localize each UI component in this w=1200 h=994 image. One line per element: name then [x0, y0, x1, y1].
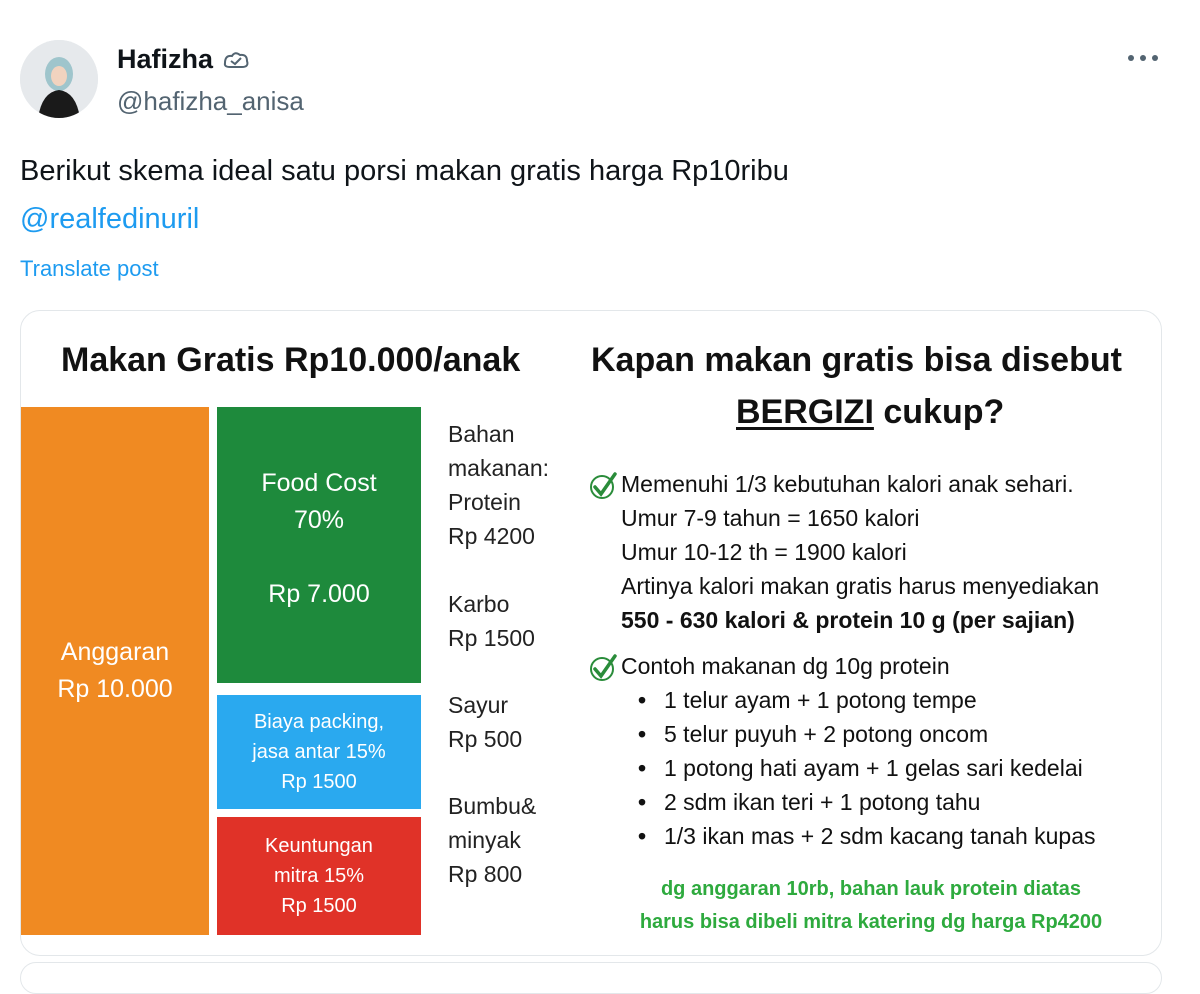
- criteria-line-bold: 550 - 630 kalori & protein 10 g (per sajian): [621, 607, 1075, 633]
- bergizi-word: BERGIZI: [736, 393, 874, 431]
- keuntungan-amount: Rp 1500: [281, 895, 357, 917]
- ingredient-line: Rp 800: [448, 861, 523, 887]
- post-image[interactable]: [20, 310, 1162, 956]
- author-name-row[interactable]: [117, 44, 251, 75]
- keuntungan-label: Keuntungan: [265, 835, 373, 857]
- ingredient-line: Karbo: [448, 591, 510, 617]
- list-item: • 1/3 ikan mas + 2 sdm kacang tanah kupas: [638, 819, 1096, 853]
- food-cost-block: [217, 407, 421, 683]
- ingredient-line: Bahan: [448, 421, 515, 447]
- post-text: Berikut skema ideal satu porsi makan gratis harga Rp10ribu: [20, 155, 789, 187]
- anggaran-amount: Rp 10.000: [57, 675, 173, 703]
- infographic-right-title: Kapan makan gratis bisa disebut: [591, 341, 1122, 379]
- food-cost-label: Food Cost: [261, 469, 377, 497]
- translate-post-link[interactable]: Translate post: [20, 256, 159, 281]
- avatar[interactable]: [20, 40, 98, 118]
- note-line: harus bisa dibeli mitra katering dg harga Rp4200: [639, 911, 1103, 933]
- author-name[interactable]: Hafizha: [117, 44, 214, 74]
- packing-label: Biaya packing,: [253, 711, 385, 733]
- ingredient-line: Bumbu&: [448, 793, 537, 819]
- list-item: • 2 sdm ikan teri + 1 potong tahu: [638, 785, 1096, 819]
- infographic-left-title: Makan Gratis Rp10.000/anak: [61, 341, 521, 379]
- ingredient-line: Rp 1500: [448, 625, 535, 651]
- criteria-line: Memenuhi 1/3 kebutuhan kalori anak sehari.: [621, 471, 1074, 497]
- ingredient-karbo: [448, 587, 535, 655]
- budget-note: [581, 873, 1161, 939]
- packing-percent: jasa antar 15%: [252, 741, 386, 763]
- criteria-line: Umur 10-12 th = 1900 kalori: [621, 539, 907, 565]
- ingredient-bumbu: [448, 789, 536, 891]
- food-cost-amount: Rp 7.000: [268, 580, 370, 608]
- ingredient-line: Rp 4200: [448, 523, 535, 549]
- checkmark-icon: [588, 653, 618, 683]
- keuntungan-percent: mitra 15%: [273, 865, 365, 887]
- ingredient-line: Sayur: [448, 692, 509, 718]
- anggaran-label: Anggaran: [60, 638, 170, 666]
- infographic-right-subtitle: [736, 393, 1004, 432]
- packing-block: [217, 695, 421, 809]
- list-item: • 1 potong hati ayam + 1 gelas sari kedelai: [638, 751, 1096, 785]
- examples-heading: Contoh makanan dg 10g protein: [621, 653, 950, 679]
- list-item: • 5 telur puyuh + 2 potong oncom: [638, 717, 1096, 751]
- keuntungan-block: [217, 817, 421, 935]
- ingredient-line: makanan:: [448, 455, 550, 481]
- mention-link[interactable]: @realfedinuril: [20, 203, 200, 235]
- affiliate-badge-icon: [221, 49, 251, 71]
- note-line: dg anggaran 10rb, bahan lauk protein diatas: [660, 878, 1082, 900]
- next-image-edge[interactable]: [20, 962, 1162, 994]
- ingredient-protein: [448, 417, 549, 553]
- ingredient-line: Protein: [448, 489, 521, 515]
- ingredient-sayur: [448, 688, 522, 756]
- ingredient-line: Rp 500: [448, 726, 523, 752]
- profile-photo-icon: [20, 40, 98, 118]
- list-item: • 1 telur ayam + 1 potong tempe: [638, 683, 1096, 717]
- criteria-line: Umur 7-9 tahun = 1650 kalori: [621, 505, 920, 531]
- checkmark-icon: [588, 471, 618, 501]
- cukup-text: cukup?: [873, 393, 1005, 431]
- more-options-icon[interactable]: [1125, 48, 1161, 68]
- criteria-line: Artinya kalori makan gratis harus menyediakan: [621, 573, 1100, 599]
- packing-amount: Rp 1500: [281, 771, 357, 793]
- examples-list: [638, 683, 1096, 853]
- food-cost-percent: 70%: [293, 506, 345, 534]
- anggaran-block: [21, 407, 209, 935]
- ingredient-line: minyak: [448, 827, 521, 853]
- author-handle[interactable]: @hafizha_anisa: [117, 86, 304, 116]
